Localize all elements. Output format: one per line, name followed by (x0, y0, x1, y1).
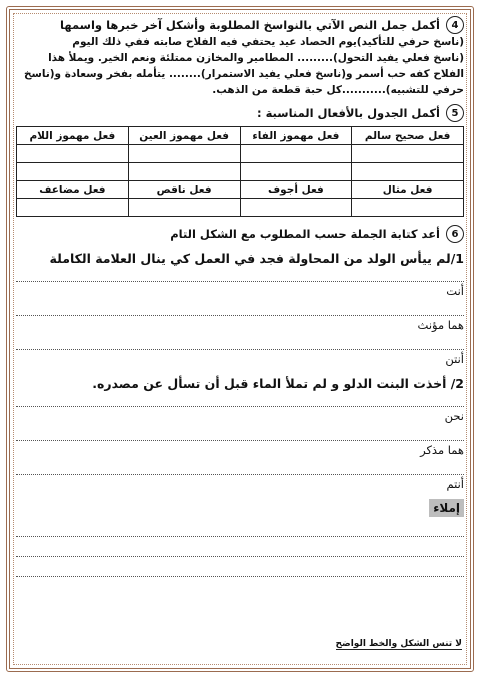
q4-number: 4 (446, 16, 464, 34)
table-header-cell: فعل مهموز اللام (17, 127, 129, 145)
q4-paragraph (16, 34, 464, 98)
q6-sentence-2: 2/ أخذت البنت الدلو و لم تملأ الماء قبل أن تسأل عن مصدره. (92, 376, 464, 391)
pronoun-label: هما مؤنث (417, 318, 464, 332)
q5-title: أكمل الجدول بالأفعال المناسبة : (256, 106, 440, 120)
q4-line: الفلاح كفه حب أسمر و(ناسخ فعلي يفيد الاستمرار)........ يتأمله بفخر وسعادة و(ناسخ (23, 68, 464, 80)
pronoun-label: هما مذكر (420, 443, 464, 457)
table-header-cell: فعل مثال (352, 181, 464, 199)
worksheet (16, 12, 464, 662)
answer-line[interactable] (16, 266, 464, 282)
dictation-line[interactable] (16, 541, 464, 557)
answer-cell[interactable] (352, 163, 464, 181)
answer-cell[interactable] (240, 145, 352, 163)
answer-cell[interactable] (240, 199, 352, 217)
answer-cell[interactable] (17, 145, 129, 163)
answer-line[interactable] (16, 459, 464, 475)
q6-title: أعد كتابة الجملة حسب المطلوب مع الشكل التام (170, 227, 440, 241)
table-header-cell: فعل صحيح سالم (352, 127, 464, 145)
answer-cell[interactable] (128, 163, 240, 181)
q4-line: (ناسخ فعلي يفيد التحول)......... المطامير والمخازن ممتلئة ونعم الخير. ويملأ هذا (48, 52, 464, 64)
pronoun-label: نحن (444, 409, 464, 423)
table-header-cell: فعل مضاعف (17, 181, 129, 199)
q4-line: حرفي للتشبيه)...........كل حبة قطعة من الذهب. (212, 84, 464, 96)
table-header-cell: فعل ناقص (128, 181, 240, 199)
dictation-line[interactable] (16, 521, 464, 537)
imla-heading: إملاء (429, 499, 464, 517)
pronoun-label: أنت (446, 284, 464, 298)
answer-line[interactable] (16, 425, 464, 441)
q5-header (16, 104, 464, 122)
q4-title: أكمل جمل النص الآتي بالنواسخ المطلوبة وأشكل آخر خبرها واسمها (60, 18, 440, 32)
table-row (17, 163, 464, 181)
table-row (17, 145, 464, 163)
dictation-line[interactable] (16, 561, 464, 577)
q6-sentence-1: 1/لم ييأس الولد من المحاولة فجد في العمل كي ينال العلامة الكاملة (49, 251, 464, 266)
pronoun-label: أنتم (446, 477, 464, 491)
answer-cell[interactable] (17, 163, 129, 181)
table-header-cell: فعل مهموز العين (128, 127, 240, 145)
footer-note: لا تنس الشكل والخط الواضح (335, 639, 462, 649)
q5-number: 5 (446, 104, 464, 122)
answer-line[interactable] (16, 300, 464, 316)
answer-cell[interactable] (240, 163, 352, 181)
table-row (17, 127, 464, 145)
q4-header (16, 16, 464, 34)
q6-header (16, 225, 464, 243)
table-row (17, 181, 464, 199)
answer-cell[interactable] (352, 145, 464, 163)
answer-cell[interactable] (128, 145, 240, 163)
answer-cell[interactable] (128, 199, 240, 217)
verbs-table (16, 126, 464, 217)
table-row (17, 199, 464, 217)
q4-line: (ناسخ حرفي للتأكيد)يوم الحصاد عيد يحتفي فيه الفلاح صابته ففي ذلك اليوم (72, 36, 464, 48)
table-header-cell: فعل مهموز الفاء (240, 127, 352, 145)
answer-cell[interactable] (17, 199, 129, 217)
q6-number: 6 (446, 225, 464, 243)
answer-cell[interactable] (352, 199, 464, 217)
answer-line[interactable] (16, 391, 464, 407)
pronoun-label: أنتن (445, 352, 464, 366)
table-header-cell: فعل أجوف (240, 181, 352, 199)
answer-line[interactable] (16, 334, 464, 350)
